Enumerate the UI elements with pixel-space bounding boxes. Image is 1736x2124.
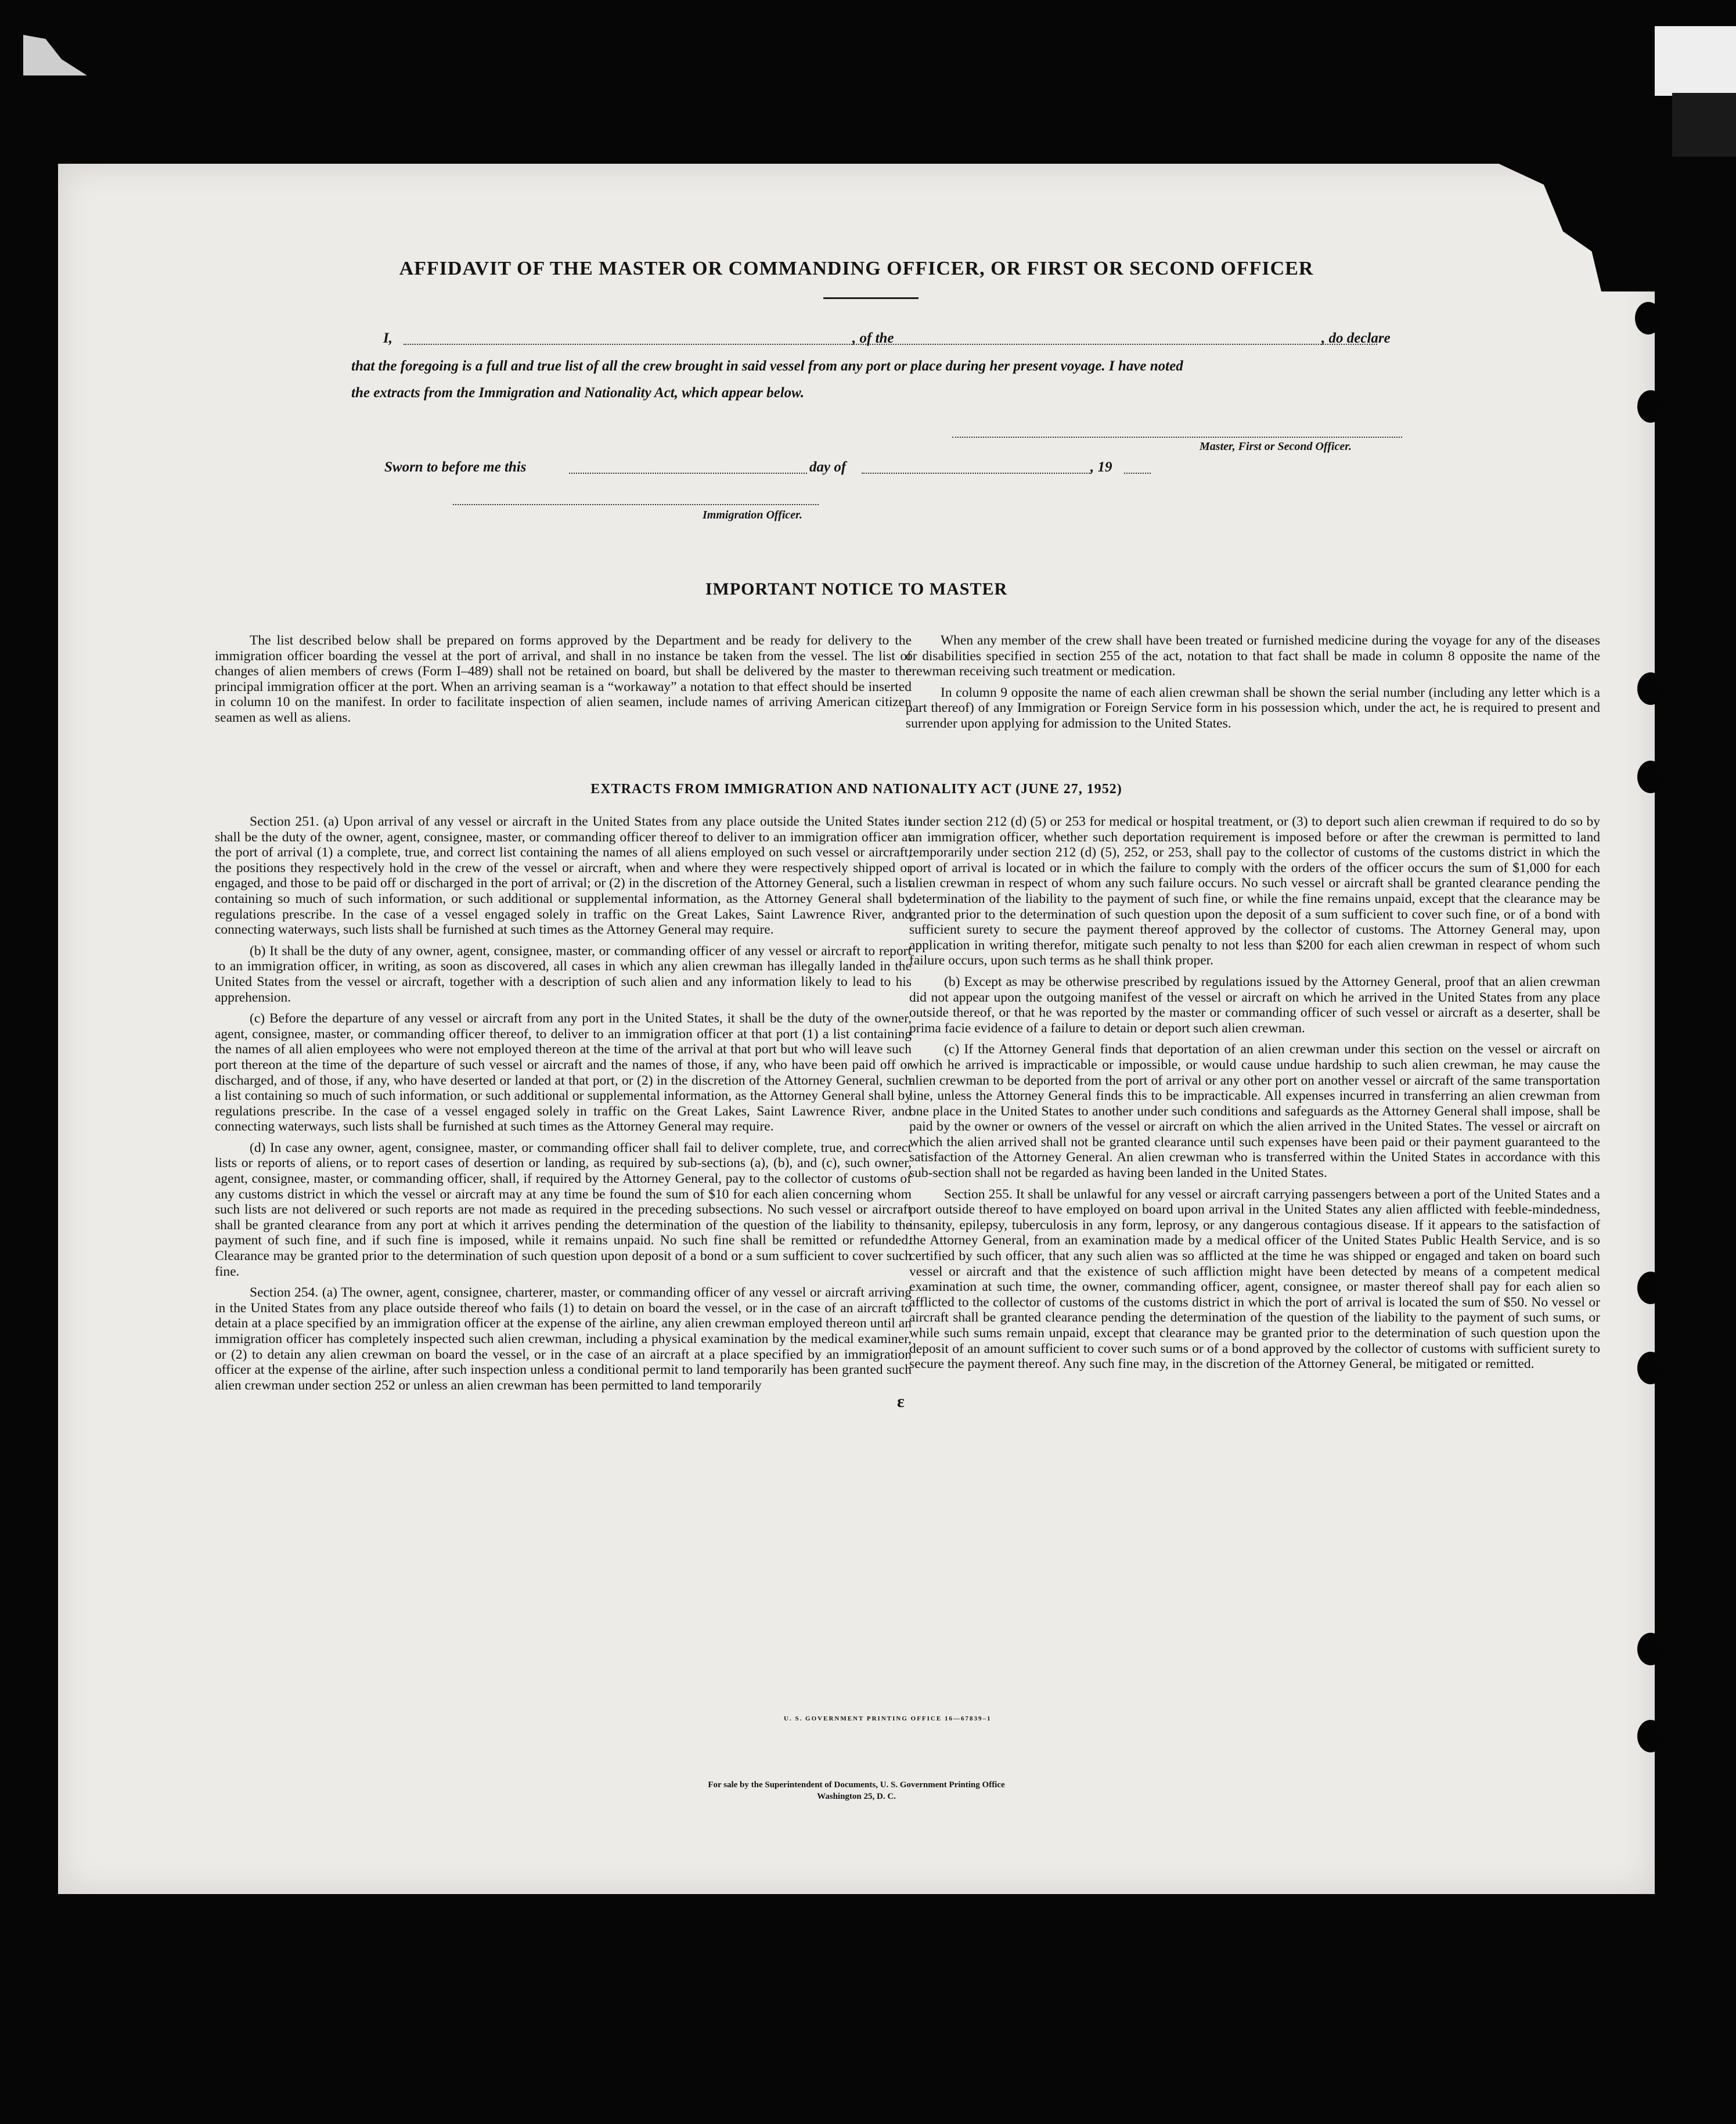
- extracts-left-column: [215, 814, 912, 1393]
- statement-line-2: the extracts from the Immigration and Nationality Act, which appear below.: [351, 385, 805, 401]
- section-251-c: (c) Before the departure of any vessel or aircraft from any port in the United States, it shall be the duty of the owner, agent, consignee, master, or commanding officer thereof, to deliver to an immigration officer at that port (1) a list containing the names of all alien employees who were not employed thereon at the time of the arrival at that port but who will leave such port thereon at the time of the departure of such vessel or aircraft and the names of those, if any, who have been paid off or discharged, and of those, if any, who have deserted or landed at that port, or (2) in the discretion of the Attorney General, such a list containing so much of such information, or such additional or supplemental information, as the Attorney General shall by regulations prescribe. In the case of a vessel engaged solely in traffic on the Great Lakes, Saint Lawrence River, and connecting waterways, such lists shall be furnished at such times as the Attorney General may require.: [215, 1011, 912, 1135]
- sworn-label: Sworn to before me this: [384, 459, 527, 475]
- film-edge-dark: [1672, 93, 1736, 157]
- vessel-name-line[interactable]: [907, 344, 1377, 345]
- punch-hole: [1637, 1272, 1664, 1304]
- printing-office-imprint: U. S. GOVERNMENT PRINTING OFFICE 16—67839–1: [784, 1715, 992, 1722]
- officer-caption: Immigration Officer.: [703, 509, 802, 521]
- section-254-a-continued: under section 212 (d) (5) or 253 for medical or hospital treatment, or (3) to deport such alien crewman if required to do so by an immigration officer, whether such deportation requirement is imposed before or after the crewman is permitted to land temporarily under section 212 (d) (5), 252, or 253, shall pay to the collector of customs of the customs district in which the port of arrival is located or in which the failure to comply with the orders of the officer occurs the sum of $1,000 for each alien crewman in respect of whom any such failure occurs. No such vessel or aircraft shall be granted clearance pending the determination of the liability to the payment of such fine, or while the fine remains unpaid, except that the clearance may be granted prior to the determination of such question upon the deposit of a sum sufficient to cover such fine, or of a bond with sufficient surety to secure the payment thereof approved by the collector of customs. The Attorney General may, upon application in writing therefor, mitigate such penalty to not less than $200 for each alien crewman in respect of whom such failure occurs, upon such terms as he shall think proper.: [909, 814, 1600, 969]
- notice-left-column: [215, 633, 912, 726]
- punch-hole: [1635, 302, 1662, 334]
- handwritten-margin-mark: ε: [897, 1392, 905, 1411]
- section-254-b: (b) Except as may be otherwise prescribed by regulations issued by the Attorney General, proof that an alien crewman did not appear upon the outgoing manifest of the vessel or aircraft on which he arrived in the United States from any place outside thereof, or that he was reported by the master or commanding officer of such vessel or aircraft as a deserter, shall be prima facie evidence of a failure to detain or deport such alien crewman.: [909, 974, 1600, 1036]
- of-the-label: , of the: [852, 330, 894, 346]
- declarant-name-line[interactable]: [404, 344, 906, 345]
- notice-title: IMPORTANT NOTICE TO MASTER: [705, 579, 1008, 599]
- section-251-a: Section 251. (a) Upon arrival of any vessel or aircraft in the United States from any place outside the United States it shall be the duty of the owner, agent, consignee, master, or commanding officer thereof to deliver to an immigration officer at the port of arrival (1) a complete, true, and correct list containing the names of all aliens employed on such vessel or aircraft, the positions they respectively hold in the crew of the vessel or aircraft, when and where they were respectively shipped or engaged, and those to be paid off or discharged in the port of arrival; or (2) in the discretion of the Attorney General, such a list containing so much of such information, or such additional or supplemental information, as the Attorney General shall by regulations prescribe. In the case of a vessel engaged solely in traffic on the Great Lakes, Saint Lawrence River, and connecting waterways, such lists shall be furnished at such times as the Attorney General may require.: [215, 814, 912, 938]
- statement-line-1: that the foregoing is a full and true list of all the crew brought in said vessel from any port or place during her present voyage. I have noted: [351, 358, 1183, 374]
- punch-hole: [1637, 672, 1664, 705]
- section-254-a: Section 254. (a) The owner, agent, consignee, charterer, master, or commanding officer of any vessel or aircraft arriving in the United States from any place outside thereof who fails (1) to detain on board the vessel, or in the case of an aircraft to detain at a place specified by an immigration officer at the expense of the airline, any alien crewman employed thereon until an immigration officer has completely inspected such alien crewman, including a physical examination by the medical examiner, or (2) to detain any alien crewman on board the vessel, or in the case of an aircraft at a place specified by an immigration officer at the expense of the airline, after such inspection unless a conditional permit to land temporarily has been granted such alien crewman under section 252 or unless an alien crewman has been permitted to land temporarily: [215, 1285, 912, 1393]
- section-251-d: (d) In case any owner, agent, consignee, master, or commanding officer shall fail to deliver complete, true, and correct lists or reports of aliens, or to report cases of desertion or landing, as required by sub-sections (a), (b), and (c), such owner, agent, consignee, master, or commanding officer, shall, if required by the Attorney General, pay to the collector of customs of any customs district in which the vessel or aircraft may at any time be found the sum of $10 for each alien concerning whom such lists are not delivered or such reports are not made as required in the preceding subsections. No such vessel or aircraft shall be granted clearance from any port at which it arrives pending the determination of the question of the liability to the payment of such fine, and if such fine is imposed, while it remains unpaid. No such fine shall be remitted or refunded. Clearance may be granted prior to the determination of such question upon deposit of a bond or a sum sufficient to cover such fine.: [215, 1140, 912, 1279]
- film-edge-light: [1655, 26, 1736, 96]
- sworn-month-line[interactable]: [862, 473, 1092, 474]
- declarant-prefix: I,: [383, 330, 392, 346]
- film-corner-mark: [23, 35, 87, 75]
- extracts-right-column: [909, 814, 1600, 1372]
- notice-right-paragraph-2: In column 9 opposite the name of each alien crewman shall be shown the serial number (including any letter which is a part thereof) of any Immigration or Foreign Service form in his possession which, under the act, he is required to present and surrender upon applying for admission to the United States.: [906, 685, 1600, 731]
- punch-hole: [1637, 390, 1664, 423]
- notice-right-paragraph-1: When any member of the crew shall have been treated or furnished medicine during the voyage for any of the diseases or disabilities specified in section 255 of the act, notation to that fact shall be made in column 8 opposite the name of the crewman receiving such treatment or medication.: [906, 633, 1600, 679]
- document-page: [58, 164, 1655, 1894]
- sale-notice-line-1: For sale by the Superintendent of Documents, U. S. Government Printing Office: [708, 1780, 1005, 1790]
- day-of-label: day of: [809, 459, 847, 475]
- master-caption: Master, First or Second Officer.: [1200, 440, 1352, 453]
- notice-left-paragraph: The list described below shall be prepared on forms approved by the Department and be ready for delivery to the immigration officer boarding the vessel at the port of arrival, and shall in no instance be taken from the vessel. The list of changes of alien members of crews (Form I–489) shall not be retained on board, but shall be delivered by the master to the principal immigration officer at the port. When an arriving seaman is a “workaway” a notation to that effect should be inserted in column 10 on the manifest. In order to facilitate inspection of alien seamen, include names of arriving American citizen seamen as well as aliens.: [215, 633, 912, 725]
- sworn-year-line[interactable]: [1124, 473, 1151, 474]
- notice-right-column: [906, 633, 1600, 732]
- affidavit-title: AFFIDAVIT OF THE MASTER OR COMMANDING OFFICER, OR FIRST OR SECOND OFFICER: [399, 258, 1314, 279]
- officer-signature-line[interactable]: [453, 504, 819, 505]
- section-251-b: (b) It shall be the duty of any owner, agent, consignee, master, or commanding officer of any vessel or aircraft to report to an immigration officer, in writing, as soon as discovered, all cases in which any alien crewman has illegally landed in the United States from the vessel or aircraft, together with a description of such alien and any information likely to lead to his apprehension.: [215, 943, 912, 1005]
- title-underline: [823, 297, 919, 299]
- do-declare-label: , do declare: [1321, 330, 1391, 346]
- section-255: Section 255. It shall be unlawful for any vessel or aircraft carrying passengers between a port of the United States and a port outside thereof to have employed on board upon arrival in the United States any alien afflicted with feeble-mindedness, insanity, epilepsy, tuberculosis in any form, leprosy, or any dangerous contagious disease. If it appears to the satisfaction of the Attorney General, from an examination made by a medical officer of the United States Public Health Service, and is so certified by such officer, that any such alien was so afflicted at the time he was shipped or engaged and taken on board such vessel or aircraft and that the existence of such affliction might have been detected by means of a competent medical examination at such time, the owner, commanding officer, agent, consignee, or master thereof shall pay for each alien so afflicted to the collector of customs of the customs district in which the port of arrival is located the sum of $50. No vessel or aircraft shall be granted clearance pending the determination of the question of the liability to the payment of such sums, or while such sums remain unpaid, except that clearance may be granted prior to the determination of such question upon the deposit of an amount sufficient to cover such sums or of a bond approved by the collector of customs with sufficient surety to secure the payment thereof. Any such fine may, in the discretion of the Attorney General, be mitigated or remitted.: [909, 1186, 1600, 1372]
- sale-notice-line-2: Washington 25, D. C.: [817, 1792, 896, 1801]
- punch-hole: [1637, 1633, 1664, 1665]
- section-254-c: (c) If the Attorney General finds that deportation of an alien crewman under this section on the vessel or aircraft on which he arrived is impracticable or impossible, or would cause undue hardship to such alien crewman, he may cause the alien crewman to be deported from the port of arrival or any other port on another vessel or aircraft of the same transportation line, unless the Attorney General finds this to be impracticable. All expenses incurred in transferring an alien crewman from one place in the United States to another under such conditions and safeguards as the Attorney General shall impose, shall be paid by the owner or owners of the vessel or aircraft on which the alien arrived in the United States. The vessel or aircraft on which the alien arrived shall not be granted clearance until such expenses have been paid or their payment guaranteed to the satisfaction of the Attorney General. An alien crewman who is transferred within the United States in accordance with this sub-section shall not be regarded as having been landed in the United States.: [909, 1042, 1600, 1181]
- extracts-title: EXTRACTS FROM IMMIGRATION AND NATIONALITY ACT (JUNE 27, 1952): [590, 782, 1122, 797]
- punch-hole: [1637, 1352, 1664, 1384]
- punch-hole: [1637, 1720, 1664, 1752]
- master-signature-line[interactable]: [952, 437, 1402, 438]
- year-label: , 19: [1090, 459, 1112, 475]
- sworn-day-line[interactable]: [569, 473, 807, 474]
